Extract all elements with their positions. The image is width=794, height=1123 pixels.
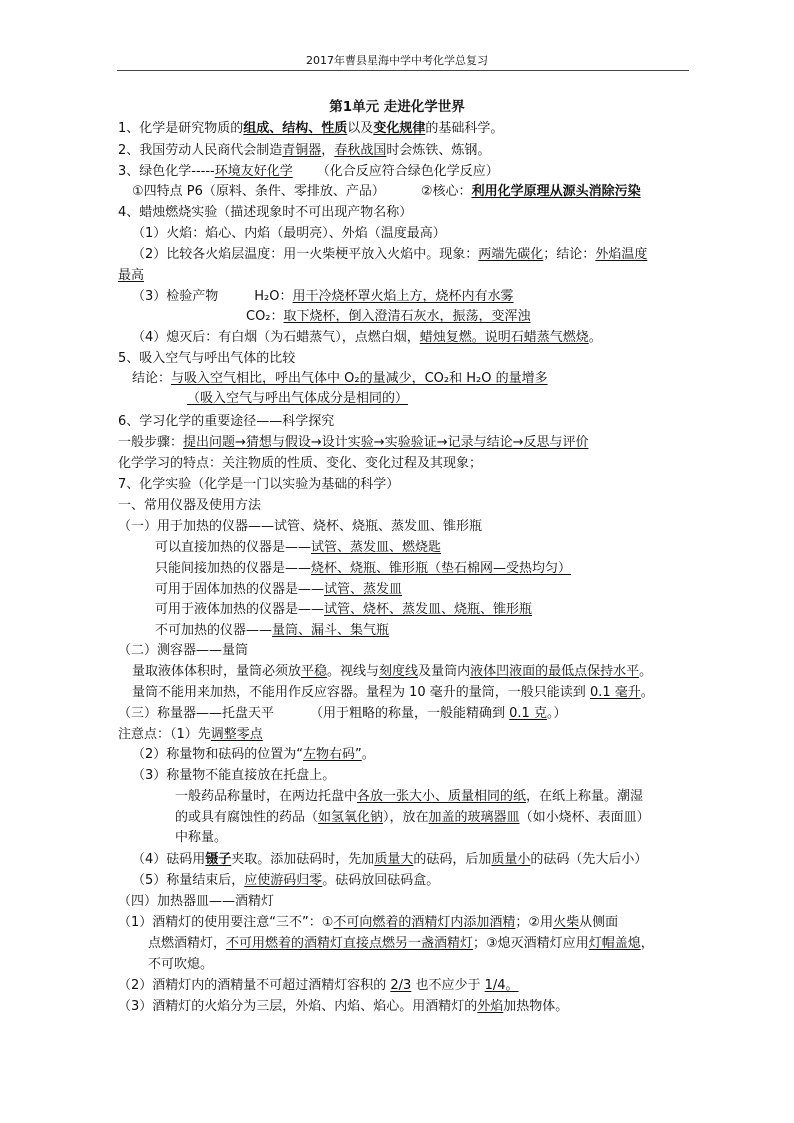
text: 也不应少于 (411, 978, 485, 993)
underlined-text: 与吸入空气相比，呼出气体中 O₂的量减少，CO₂和 H₂O 的量增多 (171, 371, 548, 386)
underlined-text: 变化规律 (373, 121, 426, 136)
line-23 (155, 580, 402, 600)
text: （5）称量结束后， (132, 873, 245, 888)
underlined-text: 火柴 (553, 915, 580, 930)
line-20: （一）用于加热的仪器——试管、烧杯、烧瓶、蒸发皿、锥形瓶 (118, 519, 483, 534)
line-5: 4、蜡烛燃烧实验（描述现象时不可出现产物名称） (118, 205, 413, 220)
line-39 (118, 913, 618, 933)
page-header: 2017年曹县星海中学中考化学总复习 (306, 54, 488, 67)
underlined-text: 加盖的玻璃器皿 (428, 810, 520, 825)
line-17: 化学学习的特点：关注物质的性质、变化、变化过程及其现象； (118, 456, 483, 471)
text: 1、化学是研究物质的 (118, 121, 244, 136)
text: 量筒不能用来加热，不能用作反应容器。量程为 10 毫升的量筒，一般只能读到 (132, 685, 590, 700)
text: ， (321, 143, 335, 158)
text: ， (640, 936, 654, 951)
text: 可用于固体加热的仪器是—— (155, 582, 325, 597)
underlined-text: 烧杯、烧瓶、锥形瓶（垫石棉网—受热均匀） (311, 561, 572, 576)
underlined-text: 组成、结构、性质 (243, 121, 348, 136)
text: （如小烧杯、表面皿） (519, 810, 650, 825)
text: 的砝码（先大后小） (530, 852, 648, 867)
text: ；②用 (515, 915, 554, 930)
text: （2）酒精灯内的酒精量不可超过酒精灯容积的 (118, 978, 391, 993)
text: ，在纸上称量。潮湿 (526, 789, 644, 804)
underlined-text: 如氢氧化钠 (318, 810, 384, 825)
text: 可以直接加热的仪器是—— (155, 540, 312, 555)
text: 。视线与 (327, 664, 380, 679)
underlined-text: 刻度线 (379, 664, 419, 679)
line-2 (118, 141, 490, 161)
text: 。 (588, 330, 602, 345)
text: 及量筒内 (418, 664, 471, 679)
line-16 (118, 433, 588, 453)
text: 加热物体。 (503, 999, 569, 1014)
text: 的基础科学。 (425, 121, 504, 136)
underlined-text: 试管、蒸发皿、燃烧匙 (311, 540, 442, 555)
underlined-text: 蜡烛复燃。说明石蜡蒸气燃烧 (419, 330, 589, 345)
header-rule (117, 70, 689, 71)
line-42 (118, 976, 519, 996)
text: 从侧面 (579, 915, 619, 930)
underlined-text: 量筒、漏斗、集气瓶 (272, 623, 390, 638)
text: 点燃酒精灯， (148, 936, 227, 951)
text: ②核心： (420, 184, 472, 199)
line-28 (132, 683, 654, 703)
line-25 (155, 621, 389, 641)
text: 可用于液体加热的仪器是—— (155, 602, 325, 617)
line-24 (155, 600, 532, 620)
line-4 (132, 182, 641, 202)
text: （1）酒精灯的使用要注意“三不”：① (118, 915, 334, 930)
line-22 (155, 559, 571, 579)
text: 夹取。添加砝码时，先加 (231, 852, 375, 867)
line-36 (132, 850, 647, 870)
underlined-text: 液体凹液面的最低点保持水平 (470, 664, 640, 679)
text: （2）称量物和砝码的位置为“ (132, 747, 304, 762)
underlined-text: 提出问题→猜想与假设→设计实验→实验验证→记录与结论→反思与评价 (183, 435, 589, 450)
line-10 (246, 307, 531, 327)
text: 时会炼铁、炼钢。 (386, 143, 491, 158)
line-37 (132, 871, 439, 891)
line-35: 中称量。 (175, 830, 228, 845)
text: （4）砝码用 (132, 852, 206, 867)
text: ；结论： (543, 247, 596, 262)
underlined-text: 平稳 (301, 664, 328, 679)
line-11 (132, 328, 602, 348)
text: （用于粗略的称量，一般能精确到 (310, 706, 510, 721)
underlined-text: 镊子 (205, 852, 232, 867)
underlined-text: 调整零点 (210, 727, 263, 742)
underlined-text: 利用化学原理从源头消除污染 (471, 184, 641, 199)
text: 。 (640, 685, 654, 700)
line-13 (132, 369, 548, 389)
underlined-text: 外焰 (477, 999, 504, 1014)
line-38: （四）加热器皿——酒精灯 (118, 894, 275, 909)
text: 注意点：（1）先 (118, 727, 211, 742)
text: （4）熄灭后：有白烟（为石蜡蒸气），点燃白烟， (132, 330, 420, 345)
line-6: （1）火焰：焰心、内焰（最明亮）、外焰（温度最高） (132, 226, 446, 241)
line-31 (132, 745, 375, 765)
text: （3）检验产物 (132, 289, 219, 304)
text: 。砝码放回砝码盒。 (322, 873, 440, 888)
text: H₂O： (254, 289, 293, 304)
line-9 (132, 287, 514, 307)
text: 2、我国劳动人民商代会制造 (118, 143, 283, 158)
line-8 (118, 266, 144, 286)
text: （2）比较各火焰层温度：用一火柴梗平放入火焰中。现象： (132, 247, 479, 262)
text: 。 (639, 664, 653, 679)
line-21 (155, 538, 441, 558)
line-18: 7、化学实验（化学是一门以实验为基础的科学） (118, 477, 400, 492)
underlined-text: 0.1 克 (509, 706, 547, 721)
underlined-text: 试管、蒸发皿 (324, 582, 403, 597)
text: ；③熄灭酒精灯应用 (473, 936, 589, 951)
text: 一般步骤： (118, 435, 184, 450)
text: 只能间接加热的仪器是—— (155, 561, 312, 576)
line-30 (118, 725, 263, 745)
text: （3）酒精灯的火焰分为三层，外焰、内焰、焰心。用酒精灯的 (118, 999, 478, 1014)
line-15: 6、学习化学的重要途径——科学探究 (118, 414, 335, 429)
line-19: 一、常用仪器及使用方法 (118, 498, 262, 513)
text: 不可加热的仪器—— (155, 623, 273, 638)
underlined-text: 环境友好化学 (214, 164, 293, 179)
text: 3、绿色化学----- (118, 164, 215, 179)
text: 以及 (347, 121, 374, 136)
line-40 (148, 934, 654, 954)
text: （三）称量器——托盘天平 (118, 706, 275, 721)
text: ①四特点 P6（原料、条件、零排放、产品） (132, 184, 385, 199)
underlined-text: 0.1 毫升 (589, 685, 641, 700)
underlined-text: 2/3 (390, 978, 412, 993)
underlined-text: 青铜器 (282, 143, 322, 158)
line-41: 不可吹熄。 (148, 957, 214, 972)
line-14 (187, 389, 408, 409)
text: 的砝码，后加 (413, 852, 492, 867)
text: 一般药品称量时，在两边托盘中 (175, 789, 358, 804)
line-1 (118, 119, 503, 139)
underlined-text: 1/4。 (484, 978, 519, 993)
text: 的或具有腐蚀性的药品（ (175, 810, 319, 825)
underlined-text: 质量大 (374, 852, 414, 867)
underlined-text: 各放一张大小、质量相同的纸 (357, 789, 527, 804)
line-3 (118, 162, 499, 182)
underlined-text: 左物右码” (303, 747, 362, 762)
underlined-text: （吸入空气与呼出气体成分是相同的） (187, 391, 409, 406)
text: 。 (361, 747, 375, 762)
underlined-text: 两端先碳化 (478, 247, 544, 262)
underlined-text: 春秋战国 (334, 143, 387, 158)
underlined-text: 外焰温度 (595, 247, 648, 262)
text: 量取液体体积时，量筒必须放 (132, 664, 302, 679)
line-26: （二）测容器——量筒 (118, 643, 249, 658)
text: 。） (546, 706, 567, 721)
underlined-text: 不可用燃着的酒精灯直接点燃另一盏酒精灯 (226, 936, 474, 951)
text: 结论： (132, 371, 172, 386)
underlined-text: 灯帽盖熄 (588, 936, 641, 951)
text: ），放在 (383, 810, 429, 825)
line-12: 5、吸入空气与呼出气体的比较 (118, 351, 296, 366)
unit-title: 第1单元 走进化学世界 (329, 99, 465, 115)
text: CO₂： (246, 309, 284, 324)
text: （化合反应符合绿色化学反应） (316, 164, 499, 179)
underlined-text: 应使游码归零 (244, 873, 323, 888)
line-33 (175, 787, 643, 807)
line-29 (118, 704, 566, 724)
line-43 (118, 997, 568, 1017)
line-32: （3）称量物不能直接放在托盘上。 (132, 768, 336, 783)
underlined-text: 取下烧杯，倒入澄清石灰水，振荡，变浑浊 (283, 309, 531, 324)
line-27 (132, 662, 652, 682)
line-7 (132, 245, 647, 265)
underlined-text: 用干冷烧杯罩火焰上方，烧杯内有水雾 (292, 289, 514, 304)
line-34 (175, 808, 650, 828)
underlined-text: 最高 (118, 268, 145, 283)
underlined-text: 质量小 (491, 852, 531, 867)
underlined-text: 试管、烧杯、蒸发皿、烧瓶、锥形瓶 (324, 602, 533, 617)
underlined-text: 不可向燃着的酒精灯内添加酒精 (333, 915, 516, 930)
